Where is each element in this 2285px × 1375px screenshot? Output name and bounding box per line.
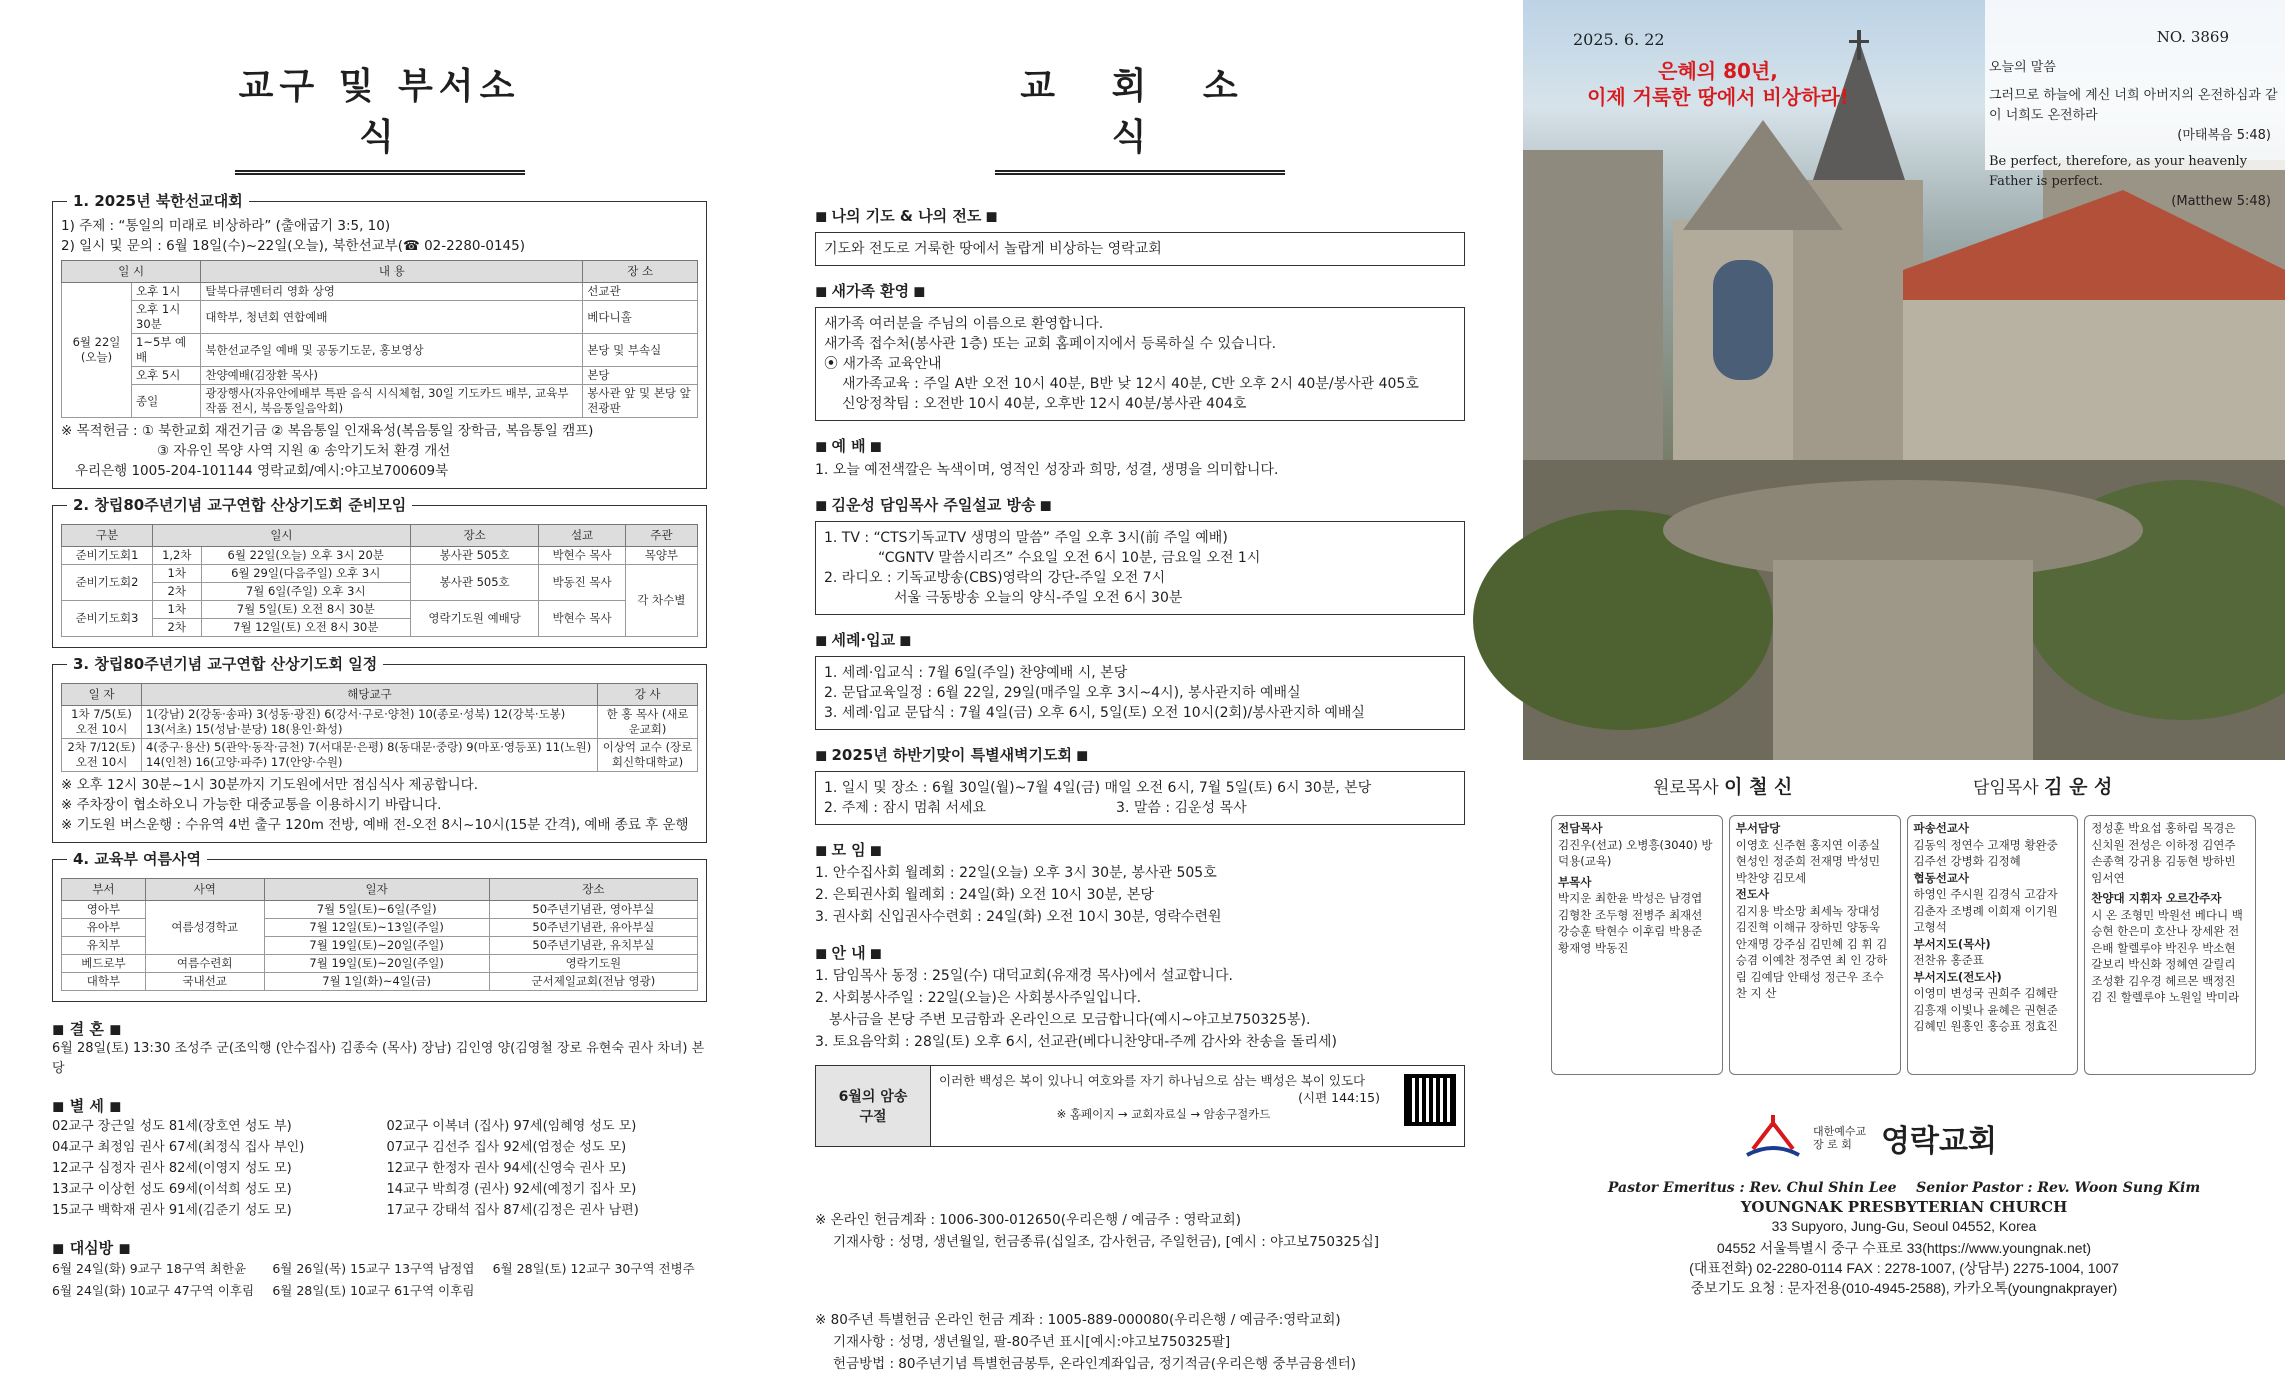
church-photo xyxy=(1523,0,2285,760)
prayer-prep-section: 2. 창립80주년기념 교구연합 산상기도회 준비모임 구분 일시 장소 설교 주관 준비기도회1 1,2차 6월 22일(오늘) 오후 3시 20분 봉사관 505호 박현수 목사 목양부 준비기도회2 1차 6월 29일(다음주일) 오후 3시 봉사관 505호 박동진 목사 각 차수별 2차 7월 6일(주일) 오후 3시 준비기도회3 1차 7월 5일(토) 오전 8시 30분 영락기도원 예배당 박현수 목사 2차 7월 12일(토) 오전 8시 30분 xyxy=(52,505,707,648)
issue-number: NO. 3869 xyxy=(2156,28,2229,46)
prayer-schedule-table: 일 자 해당교구 강 사 1차 7/5(토) 오전 10시 1(강남) 2(강동·송파) 3(성동·광진) 6(강서·구로·양천) 10(종로·성북) 12(강북·도봉) 13(서초) 15(성남·분당) 18(용인·화성) 한 홍 목사 (새로운교회) 2차 7/12(토) 오전 10시 4(중구·용산) 5(관악·동작·금천) 7(서대문·은평) 8(동대문·중랑) 9(마포·영등포) 11(노원) 14(인천) 16(고양·파주) 17(안양·수원) 이상억 교수 (장로회신학대학교) xyxy=(61,683,698,772)
mission-schedule-table: 일 시 내 용 장 소 6월 22일(오늘) 오후 1시 탈북다큐멘터리 영화 상영 선교관 오후 1시 30분 대학부, 청년회 연합예배 베다니홀 1~5부 예배 북한선교주일 예배 및 공동기도문, 홍보영상 본당 및 부속실 오후 5시 찬양예배(김장환 목사) 본당 종일 광장행사(자유안에배부 특판 음식 시식체험, 30일 기도카드 배부, 교육부 작품 전시, 북음통일음악회) 봉사관 앞 및 본당 앞 전광판 xyxy=(61,260,698,418)
memory-verse-box: 6월의 암송 구절 이러한 백성은 복이 있나니 여호와를 자기 하나님으로 삼는 백성은 복이 있도다 (시편 144:15) ※ 홈페이지 → 교회자료실 → 암송구절카드 xyxy=(815,1065,1465,1147)
education-summer-table: 부서 사역 일자 장소 영아부 여름성경학교 7월 5일(토)~6일(주일) 50주년기념관, 영아부실 유아부 7월 12일(토)~13일(주일) 50주년기념관, 유아부실 유치부 7월 19일(토)~20일(주일) 50주년기념관, 유치부실 베드로부 여름수련회 7월 19일(토)~20일(주일) 영락기도원 대학부 국내선교 7월 1일(화)~4일(금) 군서제일교회(전남 영광) xyxy=(61,878,698,991)
ministers-box-3: 파송선교사 김동익 정연수 고재명 황완중 김주선 강병화 김정혜 협동선교사 하영인 주시원 김경식 고감자 김춘자 조병례 이희재 이기원 고형석 부서지도(목사) 전찬유 홍준표 부서지도(전도사) 이영미 변성국 권희주 김혜란 김흥재 이빛나 윤혜은 권현준 김혜민 원홍인 홍승표 정효진 xyxy=(1907,815,2079,1075)
online-offering-note: ※ 온라인 헌금계좌 : 1006-300-012650(우리은행 / 예금주 : 영락교회) 기재사항 : 성명, 생년월일, 헌금종류(십일조, 감사헌금, 주일헌금), [예시 : 야고보750325십] xyxy=(815,1212,1380,1250)
north-korea-mission-section: 1. 2025년 북한선교대회 1) 주제 : “통일의 미래로 비상하라” (출애굽기 3:5, 10) 2) 일시 및 문의 : 6월 18일(수)~22일(오늘), 북한선교부(☎ 02-2280-0145) 일 시 내 용 장 소 6월 22일(오늘) 오후 1시 탈북다큐멘터리 영화 상영 선교관 오후 1시 30분 대학부, 청년회 연합예배 베다니홀 1~5부 예배 북한선교주일 예배 및 공동기도문, 홍보영상 본당 및 부속실 오후 5시 찬양예배(김장환 목사) 본당 종일 광장행사(자유안에배부 특판 음식 시식체험, 30일 기도카드 배부, 교육부 작품 전시, 북음통일음악회) 봉사관 앞 및 본당 앞 전광판 ※ 목적헌금 : ① 북한교회 재건기금 ② 복음통일 인재육성(복음통일 장학금, 복음통일 캠프) ③ 자유인 목양 사역 지원 ④ 송악기도처 환경 개선 우리은행 1005-204-101144 영락교회/예시:야고보700609북 xyxy=(52,201,707,489)
worship-note: 1. 오늘 예전색깔은 녹색이며, 영적인 성장과 희망, 성결, 생명을 의미합니다. xyxy=(815,462,1279,478)
ministers-directory xyxy=(1551,815,2256,1075)
baptism-box: 1. 세례·입교식 : 7월 6일(주일) 찬양예배 시, 본당 2. 문답교육일정 : 6월 22일, 29일(매주일 오후 3시~4시), 봉사관지하 예배실 3. 세례·입교 문답식 : 7월 4일(금) 오후 6시, 5일(토) 오전 10시(2회)/봉사관지하 예배실 xyxy=(815,656,1465,730)
parish-news-title: 교구 및 부서소식 xyxy=(235,58,525,175)
ministers-box-1: 전담목사 김진우(선교) 오병흥(3040) 방덕용(교육) 부목사 박지운 최한윤 박성은 남경엽 김형찬 조두형 전병주 최재선 강승훈 탁현수 이후림 박용준 황재영 박동진 xyxy=(1551,815,1723,1075)
prayer-schedule-section: 3. 창립80주년기념 교구연합 산상기도회 일정 일 자 해당교구 강 사 1차 7/5(토) 오전 10시 1(강남) 2(강동·송파) 3(성동·광진) 6(강서·구로·양천) 10(종로·성북) 12(강북·도봉) 13(서초) 15(성남·분당) 18(용인·화성) 한 홍 목사 (새로운교회) 2차 7/12(토) 오전 10시 4(중구·용산) 5(관악·동작·금천) 7(서대문·은평) 8(동대문·중랑) 9(마포·영등포) 11(노원) 14(인천) 16(고양·파주) 17(안양·수원) 이상억 교수 (장로회신학대학교) ※ 오후 12시 30분~1시 30분까지 기도원에서만 점심식사 제공합니다. ※ 주차장이 협소하오니 가능한 대중교통을 이용하시기 바랍니다. ※ 기도원 버스운행 : 수유역 4번 출구 120m 전방, 예배 전-오전 8시~10시(15분 간격), 예배 종료 후 운행 xyxy=(52,664,707,843)
education-summer-section: 4. 교육부 여름사역 부서 사역 일자 장소 영아부 여름성경학교 7월 5일(토)~6일(주일) 50주년기념관, 영아부실 유아부 7월 12일(토)~13일(주일) 50주년기념관, 유아부실 유치부 7월 19일(토)~20일(주일) 50주년기념관, 유치부실 베드로부 여름수련회 7월 19일(토)~20일(주일) 영락기도원 대학부 국내선교 7월 1일(화)~4일(금) 군서제일교회(전남 영광) xyxy=(52,859,707,1002)
bulletin-date: 2025. 6. 22 xyxy=(1573,30,1665,49)
church-logo: 대한예수교 장 로 회 영락교회 xyxy=(1743,1115,1997,1161)
dawn-prayer-box: 1. 일시 및 장소 : 6월 30일(월)~7월 4일(금) 매일 오전 6시, 7월 5일(토) 6시 30분, 본당 2. 주제 : 잠시 멈춰 서세요 3. 말씀 : 김운성 목사 xyxy=(815,771,1465,825)
ministers-box-2: 부서담당 이영호 신주현 홍지연 이종실 현성인 정준희 전재명 박성민 박찬양 김모세 전도사 김지용 박소망 최세녹 장대성 김진혁 이해규 장하민 양동욱 안재명 강주심 김민혜 김 휘 김승겸 이예찬 정주연 최 인 강하림 김예담 안태성 정근우 조수찬 지 산 xyxy=(1729,815,1901,1075)
wedding-section: ◼ 결 혼 ◼ 6월 28일(토) 13:30 조성주 군(조익행 (안수집사) 김종숙 (목사) 장남) 김인영 양(김영철 장로 유현숙 권사 차녀) 본당 xyxy=(52,1020,705,1076)
church-info: Pastor Emeritus : Rev. Chul Shin Lee Senior Pastor : Rev. Woon Sung Kim YOUNGNAK PRESBYTERIAN CHURCH 33 Supyoro, Jung-Gu, Seoul 04552, Korea 04552 서울특별시 중구 수표로 33(https://www.youngnak.net) (대표전화) 02-2280-0114 FAX : 2278-1007, (상담부) 2275-1004, 1007 중보기도 요청 : 문자전용(010-4945-2588), 카카오톡(youngnakprayer) xyxy=(1607,1180,2201,1296)
cover-column xyxy=(1523,0,2285,1346)
todays-word: 오늘의 말씀 그러므로 하늘에 계신 너희 아버지의 온전하심과 같이 너희도 온전하라 (마태복음 5:48) Be perfect, therefore, as your heavenly Father is perfect. (Matthew 5:48) xyxy=(1989,60,2278,209)
meetings-list: 1. 안수집사회 월례회 : 22일(오늘) 오후 3시 30분, 봉사관 505호 2. 은퇴권사회 월례회 : 24일(화) 오전 10시 30분, 본당 3. 권사회 신입권사수련회 : 24일(화) 오전 10시 30분, 영락수련원 xyxy=(815,865,1222,925)
visitation-section: ◼ 대심방 ◼ 6월 24일(화) 9교구 18구역 최한윤 6월 26일(목) 15교구 13구역 남정엽 6월 28일(토) 12교구 30구역 전병주 6월 24일(화) 10교구 47구역 이후림 6월 28일(토) 10교구 61구역 이후림 xyxy=(52,1239,695,1298)
newcomer-box: 새가족 여러분을 주님의 이름으로 환영합니다. 새가족 접수처(봉사관 1층) 또는 교회 홈페이지에서 등록하실 수 있습니다. ⦿ 새가족 교육안내 새가족교육 : 주일 A반 오전 10시 40분, B반 낮 12시 40분, C반 오후 2시 40분/봉사관 405호 신앙정착팀 : 오전반 10시 40분, 오후반 12시 40분/봉사관 404호 xyxy=(815,307,1465,421)
pastor-emeritus-kr: 원로목사 이 철 신 xyxy=(1653,776,1793,798)
parish-news-column xyxy=(52,0,707,1302)
prayer-evangelism-box: 기도와 전도로 거룩한 땅에서 놀랍게 비상하는 영락교회 xyxy=(815,232,1465,266)
slogan: 은혜의 80년, 이제 거룩한 땅에서 비상하라! xyxy=(1587,59,1849,109)
prayer-prep-table: 구분 일시 장소 설교 주관 준비기도회1 1,2차 6월 22일(오늘) 오후 3시 20분 봉사관 505호 박현수 목사 목양부 준비기도회2 1차 6월 29일(다음주일) 오후 3시 봉사관 505호 박동진 목사 각 차수별 2차 7월 6일(주일) 오후 3시 준비기도회3 1차 7월 5일(토) 오전 8시 30분 영락기도원 예배당 박현수 목사 2차 7월 12일(토) 오전 8시 30분 xyxy=(61,524,698,637)
church-news-column: 교 회 소 식 ◼ 나의 기도 & 나의 전도 ◼ 기도와 전도로 거룩한 땅에서 놀랍게 비상하는 영락교회 ◼ 새가족 환영 ◼ 새가족 여러분을 주님의 이름으로 환영합니다. 새가족 접수처(봉사관 1층) 또는 교회 홈페이지에서 등록하실 수 있습니다. ⦿ 새가족 교육안내 새가족교육 : 주일 A반 오전 10시 40분, B반 낮 12시 40분, C반 오후 2시 40분/봉사관 405호 신앙정착팀 : 오전반 10시 40분, 오후반 12시 40분/봉사관 404호 ◼ 예 배 ◼ 1. 오늘 예전색깔은 녹색이며, 영적인 성장과 희망, 성결, 생명을 의미합니다. ◼ 김운성 담임목사 주일설교 방송 ◼ 1. TV : “CTS기독교TV 생명의 말씀” 주일 오후 3시(前 주일 예배) “CGNTV 말씀시리즈” 수요일 오전 6시 10분, 금요일 오전 1시 2. 라디오 : 기독교방송(CBS)영락의 강단-주일 오전 7시 서울 극동방송 오늘의 양식-주일 오전 6시 30분 ◼ 세례·입교 ◼ 1. 세례·입교식 : 7월 6일(주일) 찬양예배 시, 본당 2. 문답교육일정 : 6월 22일, 29일(매주일 오후 3시~4시), 봉사관지하 예배실 3. 세례·입교 문답식 : 7월 4일(금) 오후 6시, 5일(토) 오전 10시(2회)/봉사관지하 예배실 ◼ 2025년 하반기맞이 특별새벽기도회 ◼ 1. 일시 및 장소 : 6월 30일(월)~7월 4일(금) 매일 오전 6시, 7월 5일(토) 6시 30분, 본당 2. 주제 : 잠시 멈춰 서세요 3. 말씀 : 김운성 목사 ◼ 모 임 ◼ 1. 안수집사회 월례회 : 22일(오늘) 오후 3시 30분, 봉사관 505호 2. 은퇴권사회 월례회 : 24일(화) 오전 10시 30분, 본당 3. 권사회 신입권사수련회 : 24일(화) 오전 10시 30분, 영락수련원 ◼ 안 내 ◼ 1. 담임목사 동정 : 25일(수) 대덕교회(유재경 목사)에서 설교합니다. 2. 사회봉사주일 : 22일(오늘)은 사회봉사주일입니다. 봉사금을 본당 주변 모금함과 온라인으로 모금합니다(예시~야고보750325봉). 3. 토요음악회 : 28일(토) 오후 6시, 선교관(베다니찬양대-주께 감사와 찬송을 돌리세) 6월의 암송 구절 이러한 백성은 복이 있나니 여호와를 자기 하나님으로 삼는 백성은 복이 있도다 (시편 144:15) ※ 홈페이지 → 교회자료실 → 암송구절카드 ※ 온라인 헌금계좌 : 1006-300-012650(우리은행 / 예금주 : 영락교회) 기재사항 : 성명, 생년월일, 헌금종류(십일조, 감사헌금, 주일헌금), [예시 : 야고보750325십] ※ 80주년 특별헌금 온라인 헌금 계좌 : 1005-889-000080(우리은행 / 예금주:영락교회) 기재사항 : 성명, 생년월일, 팔-80주년 표시[예시:야고보750325팔] 헌금방법 : 80주년기념 특별헌금봉투, 온라인계좌입금, 정기적금(우리은행 중부금융센터) xyxy=(815,0,1465,1375)
qr-code[interactable] xyxy=(1396,1066,1464,1146)
church-news-title: 교 회 소 식 xyxy=(995,58,1285,175)
obituary-section: ◼ 별 세 ◼ 02교구 장근일 성도 81세(장호연 성도 부) 02교구 이복녀 (집사) 97세(임혜영 성도 모) 04교구 최정임 권사 67세(최정식 집사 부인) 07교구 김선주 집사 92세(엄정순 성도 모) 12교구 심정자 권사 82세(이영지 성도 모) 12교구 한정자 권사 94세(신영숙 권사 모) 13교구 이상헌 성도 69세(이석희 성도 모) 14교구 박희경 (권사) 92세(예정기 집사 모) 15교구 백학재 권사 91세(김준기 성도 모) 17교구 강태석 집사 87세(김정은 권사 남편) xyxy=(52,1097,639,1218)
senior-pastor-kr: 담임목사 김 운 성 xyxy=(1973,776,2113,798)
ministers-box-4: 정성훈 박요섭 홍하림 목경은 신치원 전성은 이하정 김연주 손종혁 강귀용 김동현 방하빈 임서연 찬양대 지휘자 오르간주자 시 온 조형민 박원선 베다니 백승현 한은미 호산나 장세완 전은배 할렐루야 박진우 박소현 갈보리 박신화 정혜연 갈릴리 조성환 김우경 헤르몬 백정진 김 진 할렐루야 노원일 박미라 xyxy=(2084,815,2256,1075)
church-logo-icon xyxy=(1743,1115,1803,1161)
notices-list: 1. 담임목사 동정 : 25일(수) 대덕교회(유재경 목사)에서 설교합니다. 2. 사회봉사주일 : 22일(오늘)은 사회봉사주일입니다. 봉사금을 본당 주변 모금함과 온라인으로 모금합니다(예시~야고보750325봉). 3. 토요음악회 : 28일(토) 오후 6시, 선교관(베다니찬양대-주께 감사와 찬송을 돌리세) xyxy=(815,968,1337,1050)
broadcast-box: 1. TV : “CTS기독교TV 생명의 말씀” 주일 오후 3시(前 주일 예배) “CGNTV 말씀시리즈” 수요일 오전 6시 10분, 금요일 오전 1시 2. 라디오 : 기독교방송(CBS)영락의 강단-주일 오전 7시 서울 극동방송 오늘의 양식-주일 오전 6시 30분 xyxy=(815,521,1465,615)
anniversary-offering-note: ※ 80주년 특별헌금 온라인 헌금 계좌 : 1005-889-000080(우리은행 / 예금주:영락교회) 기재사항 : 성명, 생년월일, 팔-80주년 표시[예시:야고보750325팔] 헌금방법 : 80주년기념 특별헌금봉투, 온라인계좌입금, 정기적금(우리은행 중부금융센터) xyxy=(815,1312,1357,1372)
